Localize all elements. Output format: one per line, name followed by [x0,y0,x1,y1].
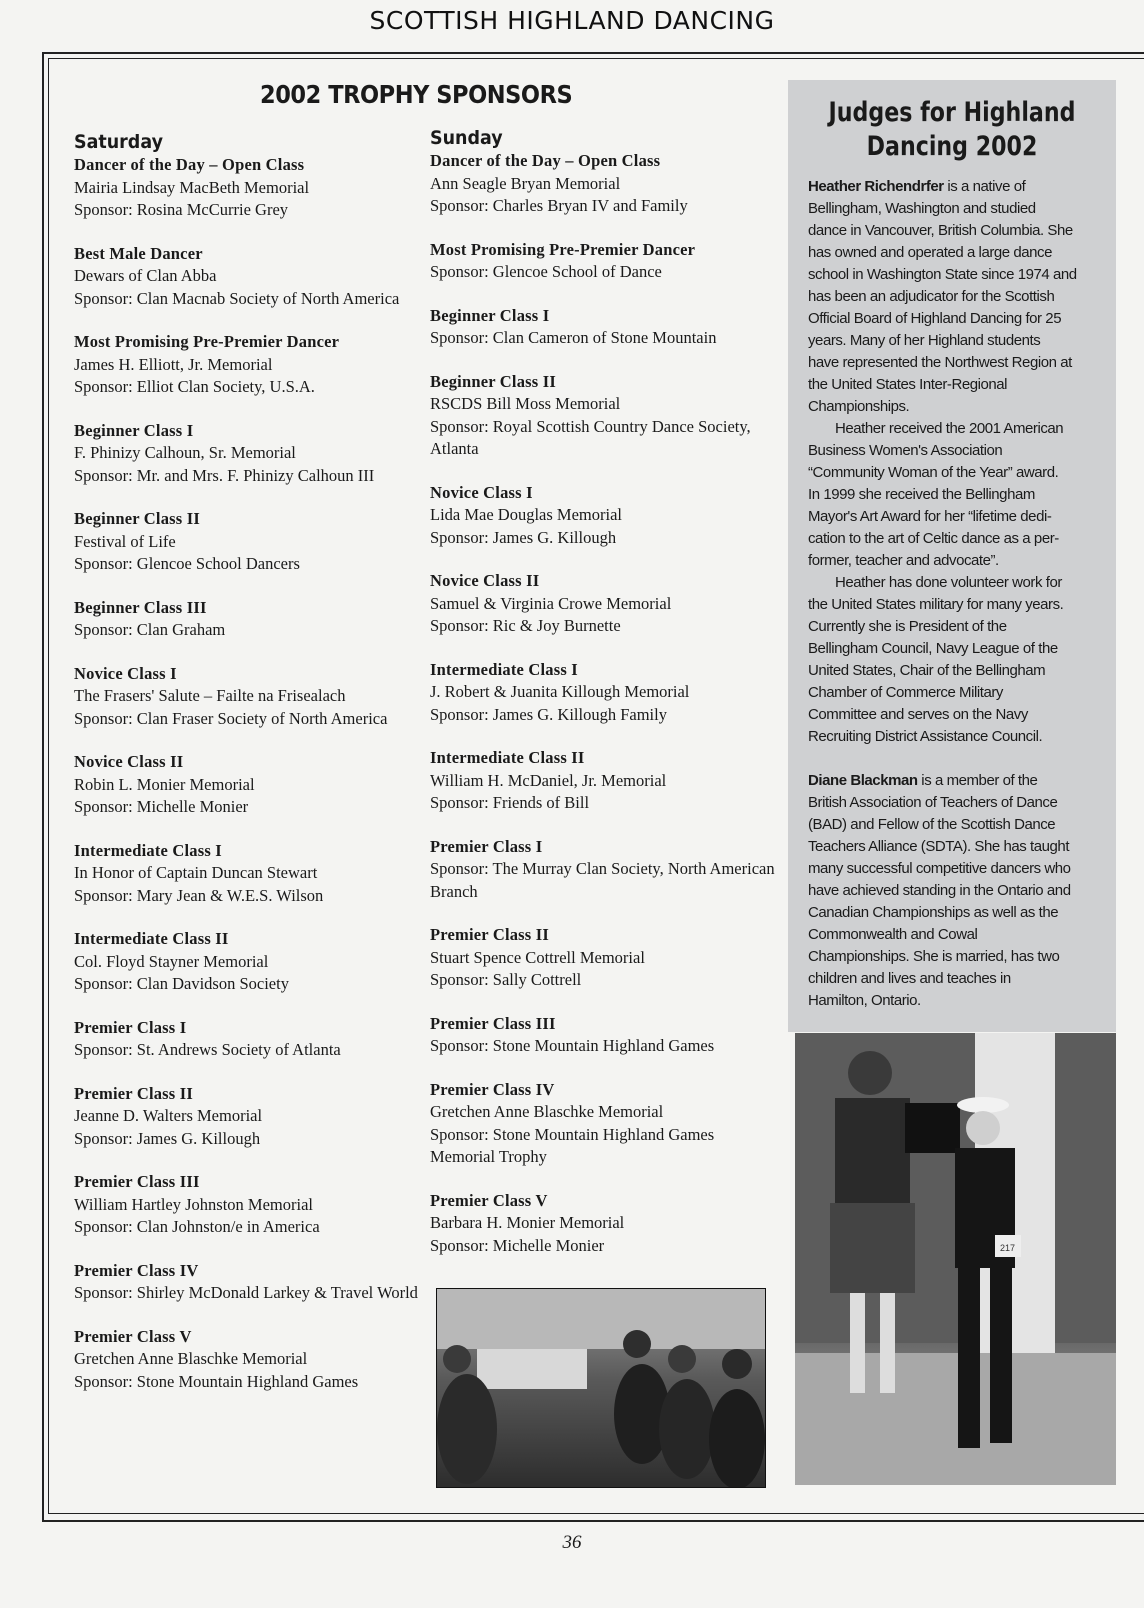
trophy-entry [74,1171,419,1239]
bio-text: Championships. She is married, has two [808,948,1060,965]
bio-line [808,682,1118,704]
bio-text: have represented the Northwest Region at [808,354,1072,371]
trophy-sponsor: Sponsor: Clan Macnab Society of North America [74,288,400,308]
bio-line [808,352,1118,374]
trophy-entry [430,482,775,550]
trophy-sponsor: Sponsor: Michelle Monier [74,797,249,816]
trophy-entry [74,508,419,576]
trophy-class: Premier Class IV [74,1260,199,1280]
spacer [808,748,1118,770]
trophy-name: Stuart Spence Cottrell Memorial [430,947,645,967]
trophy-sponsor: Sponsor: Glencoe School of Dance [430,262,662,281]
bio-line [808,924,1118,946]
trophy-entry [430,1079,775,1169]
trophy-class: Premier Class V [74,1326,192,1346]
bio-text: Recruiting District Assistance Council. [808,728,1043,745]
bio-text: is a native of [943,178,1026,195]
trophy-class: Beginner Class II [74,509,200,528]
judge-name: Heather Richendrfer [808,178,944,195]
trophy-name: James H. Elliott, Jr. Memorial [74,354,273,374]
trophy-name: J. Robert & Juanita Killough Memorial [430,682,690,701]
bio-text: Canadian Championships as well as the [808,904,1059,921]
trophy-entry [74,1260,419,1305]
trophy-entry [430,659,775,727]
page-number: 36 [562,1532,582,1553]
bio-text: the United States military for many years. [808,596,1064,613]
bio-line [808,528,1118,550]
trophy-sponsor: Sponsor: Clan Davidson Society [74,974,289,993]
trophy-entry [430,1190,775,1258]
trophy-name: Gretchen Anne Blaschke Memorial [74,1349,308,1368]
bio-text: has been an adjudicator for the Scottish [808,288,1055,305]
trophy-entry [74,1326,419,1394]
trophy-class: Most Promising Pre-Premier Dancer [430,239,696,259]
trophy-entry [74,420,419,488]
bio-line [808,902,1118,924]
trophy-name: Barbara H. Monier Memorial [430,1213,625,1232]
bio-line [808,440,1118,462]
bio-text: Currently she is President of the [808,618,1007,635]
bio-line [808,330,1118,352]
trophy-entry [74,331,419,399]
bio-line [808,198,1118,220]
photo-seated-dancers [436,1288,766,1488]
trophy-sponsor: Sponsor: The Murray Clan Society, North American Branch [430,859,775,901]
trophy-name: Gretchen Anne Blaschke Memorial [430,1102,664,1121]
trophy-class: Beginner Class III [74,597,207,617]
trophy-sponsor: Sponsor: Elliot Clan Society, U.S.A. [74,377,315,396]
trophy-name: Dewars of Clan Abba [74,266,217,285]
trophy-sponsor: Sponsor: Rosina McCurrie Grey [74,200,289,219]
day-heading: Saturday [74,131,163,153]
trophy-class: Novice Class I [74,663,177,683]
bio-text: Chamber of Commerce Military [808,684,1003,701]
trophy-name: Mairia Lindsay MacBeth Memorial [74,177,310,197]
trophy-class: Dancer of the Day – Open Class [430,151,661,170]
bio-text: dance in Vancouver, British Columbia. She [808,222,1073,239]
trophy-class: Premier Class I [430,836,543,856]
trophy-sponsor: Sponsor: Charles Bryan IV and Family [430,196,688,215]
bio-line [808,968,1118,990]
trophy-name: William Hartley Johnston Memorial [74,1194,314,1214]
bio-text: Business Women's Association [808,442,1003,459]
trophy-sponsor: Sponsor: Stone Mountain Highland Games [430,1036,715,1055]
bio-text: Hamilton, Ontario. [808,992,921,1009]
trophy-name: F. Phinizy Calhoun, Sr. Memorial [74,443,296,462]
bio-line [808,616,1118,638]
trophy-class: Beginner Class I [74,420,194,440]
bio-text: Bellingham, Washington and studied [808,200,1036,217]
bio-text: Teachers Alliance (SDTA). She has taught [808,838,1070,855]
trophy-class: Intermediate Class II [74,929,229,948]
bio-line [808,242,1118,264]
trophy-sponsor: Sponsor: Friends of Bill [430,793,590,812]
trophy-entry [430,305,775,350]
trophy-sponsor: Sponsor: Royal Scottish Country Dance Society, Atlanta [430,416,751,458]
trophy-name: Jeanne D. Walters Memorial [74,1106,263,1125]
saturday-column [74,130,419,1414]
trophy-class: Beginner Class I [430,305,550,325]
bio-text: Official Board of Highland Dancing for 25 [808,310,1062,327]
trophy-entry [74,1083,419,1151]
bio-line [808,418,1118,440]
competitor-badge: 217 [1000,1243,1016,1253]
bio-text: is a member of the [917,772,1038,789]
bio-text: “Community Woman of the Year” award. [808,464,1059,481]
bio-line [808,792,1118,814]
bio-line [808,484,1118,506]
bio-line [808,814,1118,836]
bio-text: have achieved standing in the Ontario and [808,882,1071,899]
trophy-entry [430,570,775,638]
trophy-class: Dancer of the Day – Open Class [74,155,305,174]
trophy-sponsor: Sponsor: Ric & Joy Burnette [430,616,621,635]
bio-line [808,704,1118,726]
bio-line [808,220,1118,242]
trophy-name: The Frasers' Salute – Failte na Frisealach [74,686,346,705]
trophy-sponsor: Sponsor: Stone Mountain Highland Games [74,1371,359,1391]
bio-text: cation to the art of Celtic dance as a per- [808,530,1059,547]
trophy-name: RSCDS Bill Moss Memorial [430,394,621,413]
trophy-name: Ann Seagle Bryan Memorial [430,173,621,193]
trophy-sponsor: Sponsor: James G. Killough [430,527,617,547]
bio-line [808,396,1118,418]
trophy-class: Premier Class V [430,1190,548,1210]
bio-text: Committee and serves on the Navy [808,706,1028,723]
bio-text: In 1999 she received the Bellingham [808,486,1035,503]
bio-line [808,836,1118,858]
bio-line [808,264,1118,286]
trophy-entry [430,371,775,461]
trophy-sponsor: Sponsor: Clan Cameron of Stone Mountain [430,328,717,347]
bio-line [808,506,1118,528]
section-title: 2002 TROPHY SPONSORS [260,80,573,109]
bio-text: Championships. [808,398,910,415]
bio-line [808,308,1118,330]
trophy-sponsor: Sponsor: Sally Cottrell [430,970,582,989]
bio-line [808,374,1118,396]
trophy-name: Col. Floyd Stayner Memorial [74,951,269,971]
trophy-entry [74,751,419,819]
trophy-sponsor: Sponsor: James G. Killough Family [430,704,667,724]
bio-text: (BAD) and Fellow of the Scottish Dance [808,816,1056,833]
bio-line [808,770,1118,792]
trophy-name: Festival of Life [74,531,176,551]
trophy-class: Novice Class II [430,571,540,590]
trophy-sponsor: Sponsor: Stone Mountain Highland Games Memorial Trophy [430,1124,715,1166]
bio-line [808,462,1118,484]
trophy-entry [74,597,419,642]
judge-name: Diane Blackman [808,772,918,789]
trophy-class: Premier Class III [74,1172,200,1191]
trophy-sponsor: Sponsor: Mary Jean & W.E.S. Wilson [74,885,324,905]
trophy-name: Robin L. Monier Memorial [74,774,255,794]
trophy-entry [74,928,419,996]
bio-text: Heather received the 2001 American [835,420,1064,437]
trophy-sponsor: Sponsor: Mr. and Mrs. F. Phinizy Calhoun III [74,465,375,485]
bio-line [808,990,1118,1012]
trophy-entry [430,747,775,815]
trophy-class: Best Male Dancer [74,243,203,263]
day-heading: Sunday [430,127,503,149]
trophy-class: Premier Class II [74,1083,193,1103]
trophy-sponsor: Sponsor: Clan Johnston/e in America [74,1217,320,1236]
bio-text: Mayor's Art Award for her “lifetime dedi- [808,508,1052,525]
trophy-entry [430,836,775,904]
bio-text: Heather has done volunteer work for [835,574,1062,591]
trophy-class: Premier Class III [430,1013,556,1033]
trophy-entry [430,924,775,992]
bio-text: school in Washington State since 1974 and [808,266,1077,283]
trophy-class: Intermediate Class II [430,748,585,767]
sunday-column [430,126,775,1278]
trophy-class: Premier Class II [430,925,549,944]
trophy-class: Premier Class IV [430,1079,555,1099]
bio-line [808,660,1118,682]
bio-text: British Association of Teachers of Dance [808,794,1058,811]
trophy-class: Novice Class I [430,482,533,502]
bio-text: the United States Inter-Regional [808,376,1008,393]
trophy-sponsor: Sponsor: St. Andrews Society of Atlanta [74,1040,341,1059]
trophy-entry [74,243,419,311]
running-head: SCOTTISH HIGHLAND DANCING [369,6,775,35]
trophy-entry [74,154,419,222]
bio-text: years. Many of her Highland students [808,332,1041,349]
bio-line [808,550,1118,572]
trophy-name: Samuel & Virginia Crowe Memorial [430,593,672,613]
trophy-sponsor: Sponsor: Shirley McDonald Larkey & Travel World [74,1283,418,1302]
trophy-entry [430,239,775,284]
trophy-sponsor: Sponsor: Clan Fraser Society of North America [74,708,388,728]
trophy-class: Most Promising Pre-Premier Dancer [74,332,340,351]
trophy-name: Lida Mae Douglas Memorial [430,505,622,524]
bio-text: children and lives and teaches in [808,970,1011,987]
bio-text: Commonwealth and Cowal [808,926,978,943]
trophy-sponsor: Sponsor: Glencoe School Dancers [74,554,300,573]
trophy-entry [74,663,419,731]
photo-piper-and-dancer [795,1033,1116,1485]
trophy-class: Beginner Class II [430,371,556,391]
bio-line [808,572,1118,594]
judges-bios [808,176,1118,1012]
trophy-sponsor: Sponsor: James G. Killough [74,1128,261,1148]
trophy-class: Intermediate Class I [74,840,222,860]
trophy-sponsor: Sponsor: Michelle Monier [430,1235,605,1255]
trophy-entry [74,1017,419,1062]
bio-line [808,946,1118,968]
bio-line [808,880,1118,902]
bio-line [808,176,1118,198]
bio-line [808,638,1118,660]
trophy-class: Intermediate Class I [430,659,578,679]
trophy-entry [430,150,775,218]
trophy-sponsor: Sponsor: Clan Graham [74,620,226,639]
bio-text: former, teacher and advocate”. [808,552,999,569]
bio-text: many successful competitive dancers who [808,860,1071,877]
trophy-entry [430,1013,775,1058]
bio-text: United States, Chair of the Bellingham [808,662,1046,679]
trophy-entry [74,840,419,908]
judges-sidebar [788,80,1116,1032]
trophy-name: In Honor of Captain Duncan Stewart [74,863,318,882]
bio-line [808,286,1118,308]
trophy-class: Premier Class I [74,1017,187,1037]
trophy-class: Novice Class II [74,752,184,771]
judges-title: Judges for Highland Dancing 2002 [828,97,1076,162]
bio-line [808,858,1118,880]
bio-line [808,594,1118,616]
bio-line [808,726,1118,748]
bio-text: has owned and operated a large dance [808,244,1053,261]
trophy-name: William H. McDaniel, Jr. Memorial [430,770,667,790]
bio-text: Bellingham Council, Navy League of the [808,640,1058,657]
